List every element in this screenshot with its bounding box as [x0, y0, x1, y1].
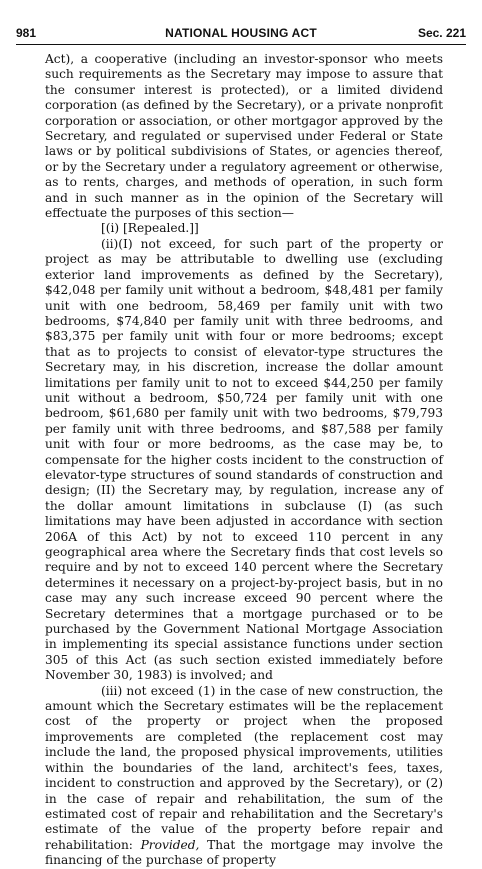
header-divider [16, 44, 466, 45]
page-number: 981 [16, 26, 37, 40]
paragraph-iii-provided: Provided, [140, 837, 200, 852]
document-body [45, 52, 443, 869]
paragraph-iii [45, 684, 443, 869]
paragraph-1: Act), a cooperative (including an investor-sponsor who meets such requirements as the Secretary may impose to assure that the consumer interest is protected), or a limited dividend corporation (as defined by the Secretary), or a private nonprofit corporation or association, or other mortgagor approved by the Secretary, and regulated or supervised under Federal or State laws or by political subdivisions of States, or agencies thereof, or by the Secretary under a regulatory agreement or otherwise, as to rents, charges, and methods of operation, in such form and in such manner as in the opinion of the Secretary will effectuate the purposes of this section— [45, 52, 443, 221]
paragraph-ii: (ii)(I) not exceed, for such part of the property or project as may be attributable to dwelling use (excluding exterior land improvements as defined by the Secretary), $42,048 per family unit without a bedroom, $48,481 per family unit with one bedroom, 58,469 per family unit with two bedrooms, $74,840 per family unit with three bedrooms, and $83,375 per family unit with four or more bedrooms; except that as to projects to consist of elevator-type structures the Secretary may, in his discretion, increase the dollar amount limitations per family unit to not to exceed $44,250 per family unit without a bedroom, $50,724 per family unit with one bedroom, $61,680 per family unit with two bedrooms, $79,793 per family unit with three bedrooms, and $87,588 per family unit with four or more bedrooms, as the case may be, to compensate for the higher costs incident to the construction of elevator-type structures of sound standards of construction and design; (II) the Secretary may, by regulation, increase any of the dollar amount limitations in subclause (I) (as such limitations may have been adjusted in accordance with section 206A of this Act) by not to exceed 110 percent in any geographical area where the Secretary finds that cost levels so require and by not to exceed 140 percent where the Secretary determines it necessary on a project-by-project basis, but in no case may any such increase exceed 90 percent where the Secretary determines that a mortgage purchased or to be purchased by the Government National Mortgage Association in implementing its special assistance functions under section 305 of this Act (as such section existed immediately before November 30, 1983) is involved; and [45, 236, 443, 683]
paragraph-repealed: [(i) [Repealed.]] [101, 221, 199, 236]
running-title: NATIONAL HOUSING ACT [165, 26, 317, 40]
page-header [16, 26, 466, 44]
paragraph-iii-text-2: That the mortgage may involve the financing of the purchase of property [45, 837, 443, 868]
section-label: Sec. 221 [417, 26, 466, 40]
paragraph-iii-text-1: (iii) not exceed (1) in the case of new construction, the amount which the Secretary estimates will be the replacement cost of the property or project when the proposed improvements are completed (the replacement cost may include the land, the proposed physical improvements, utilities within the boundaries of the land, architect's fees, taxes, incident to construction and approved by the Secretary), or (2) in the case of repair and rehabilitation, the sum of the estimated cost of repair and rehabilitation and the Secretary's estimate of the value of the property before repair and rehabilitation: [45, 683, 443, 852]
